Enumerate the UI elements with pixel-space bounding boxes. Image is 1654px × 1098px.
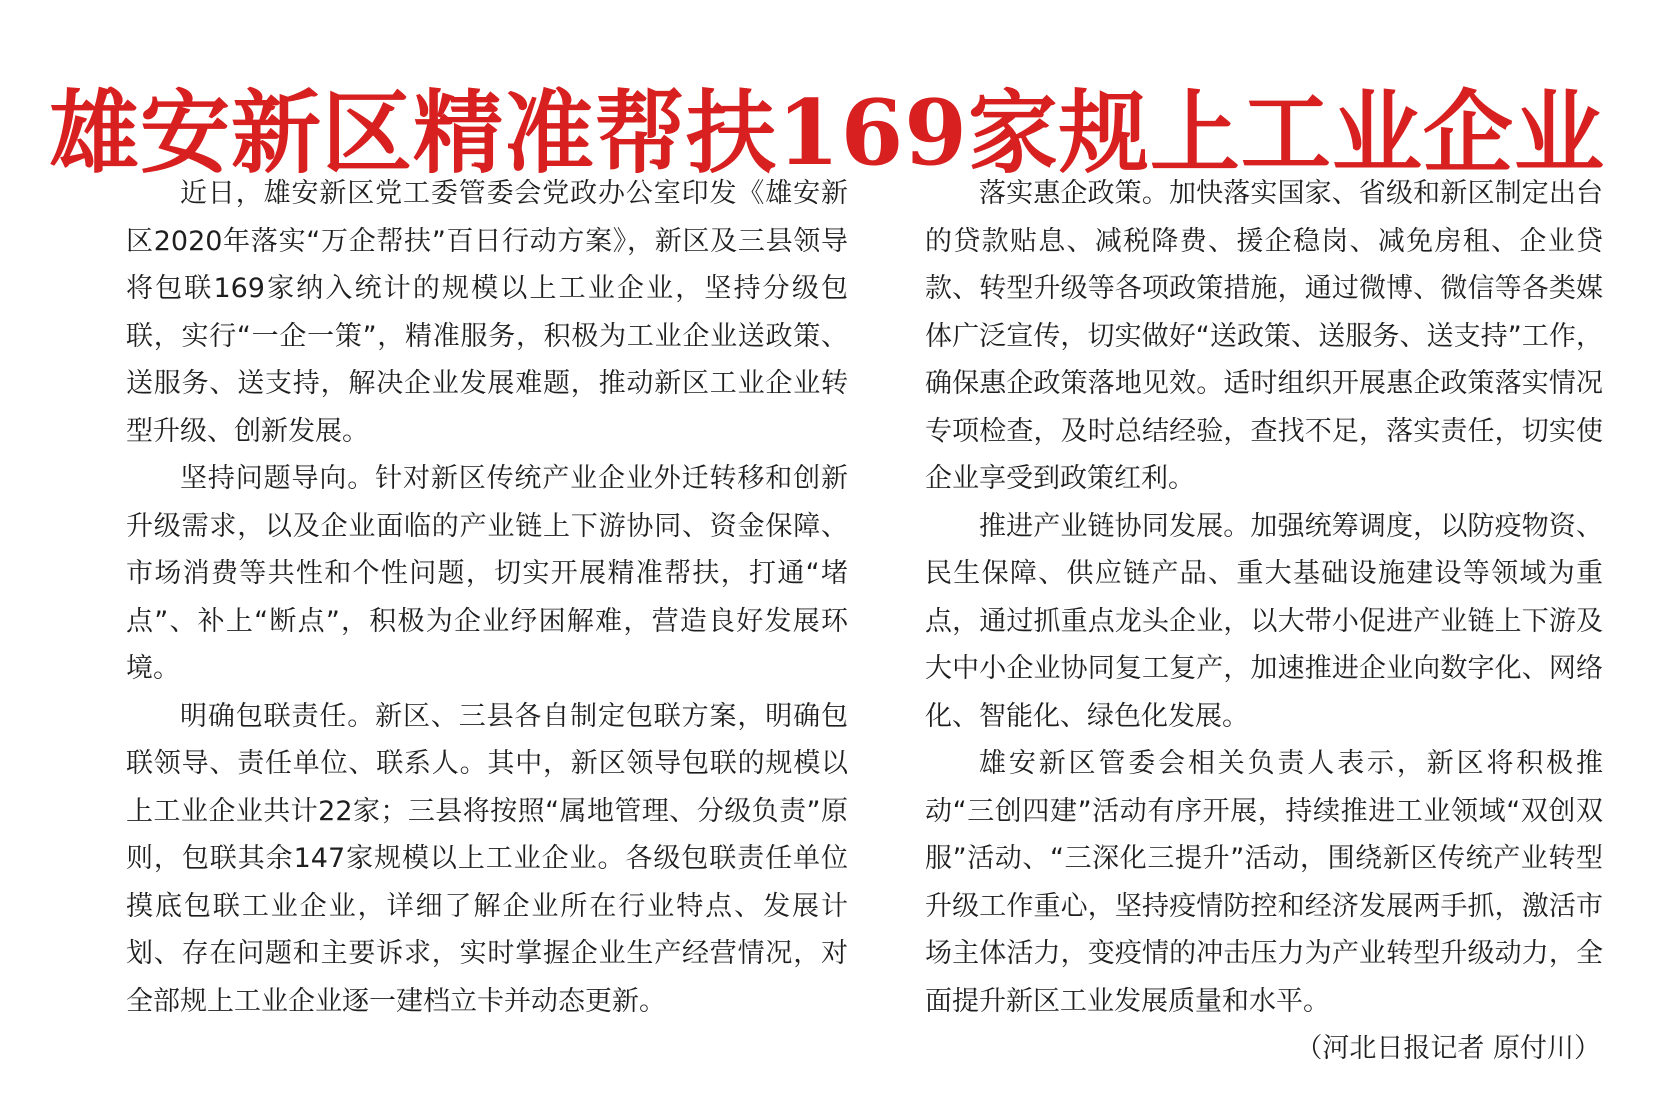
paragraph-intro: 近日，雄安新区党工委管委会党政办公室印发《雄安新区2020年落实“万企帮扶”百日行动方案》，新区及三县领导将包联169家纳入统计的规模以上工业企业，坚持分级包联，实行“一企一策”，精准服务，积极为工业企业送政策、送服务、送支持，解决企业发展难题，推动新区工业企业转型升级、创新发展。 <box>126 178 848 447</box>
paragraph-responsibility: 明确包联责任。新区、三县各自制定包联方案，明确包联领导、责任单位、联系人。其中，新区领导包联的规模以上工业企业共计22家；三县将按照“属地管理、分级负责”原则，包联其余147家规模以上工业企业。各级包联责任单位摸底包联工业企业，详细了解企业所在行业特点、发展计划、存在问题和主要诉求，实时掌握企业生产经营情况，对全部规上工业企业逐一建档立卡并动态更新。 <box>126 700 848 1017</box>
paragraph-industry-chain: 推进产业链协同发展。加强统筹调度，以防疫物资、民生保障、供应链产品、重大基础设施建设等领域为重点，通过抓重点龙头企业，以大带小促进产业链上下游及大中小企业协同复工复产，加速推进企业向数字化、网络化、智能化、绿色化发展。 <box>925 510 1603 732</box>
headline: 雄安新区精准帮扶169家规上工业企业 <box>49 80 1605 187</box>
paragraph-policy: 落实惠企政策。加快落实国家、省级和新区制定出台的贷款贴息、减税降费、援企稳岗、减免房租、企业贷款、转型升级等各项政策措施，通过微博、微信等各类媒体广泛宣传，切实做好“送政策、送服务、送支持”工作，确保惠企政策落地见效。适时组织开展惠企政策落实情况专项检查，及时总结经验，查找不足，落实责任，切实使企业享受到政策红利。 <box>925 178 1603 494</box>
byline: （河北日报记者 原付川） <box>1295 1033 1601 1064</box>
paragraph-problem-orientation: 坚持问题导向。针对新区传统产业企业外迁转移和创新升级需求，以及企业面临的产业链上下游协同、资金保障、市场消费等共性和个性问题，切实开展精准帮扶，打通“堵点”、补上“断点”，积极为企业纾困解难，营造良好发展环境。 <box>126 463 848 684</box>
article-column-left <box>126 170 848 1025</box>
paragraph-official-statement: 雄安新区管委会相关负责人表示，新区将积极推动“三创四建”活动有序开展，持续推进工业领域“双创双服”活动、“三深化三提升”活动，围绕新区传统产业转型升级工作重心，坚持疫情防控和经济发展两手抓，激活市场主体活力，变疫情的冲击压力为产业转型升级动力，全面提升新区工业发展质量和水平。 <box>925 748 1603 1017</box>
article-column-right <box>925 170 1603 1073</box>
